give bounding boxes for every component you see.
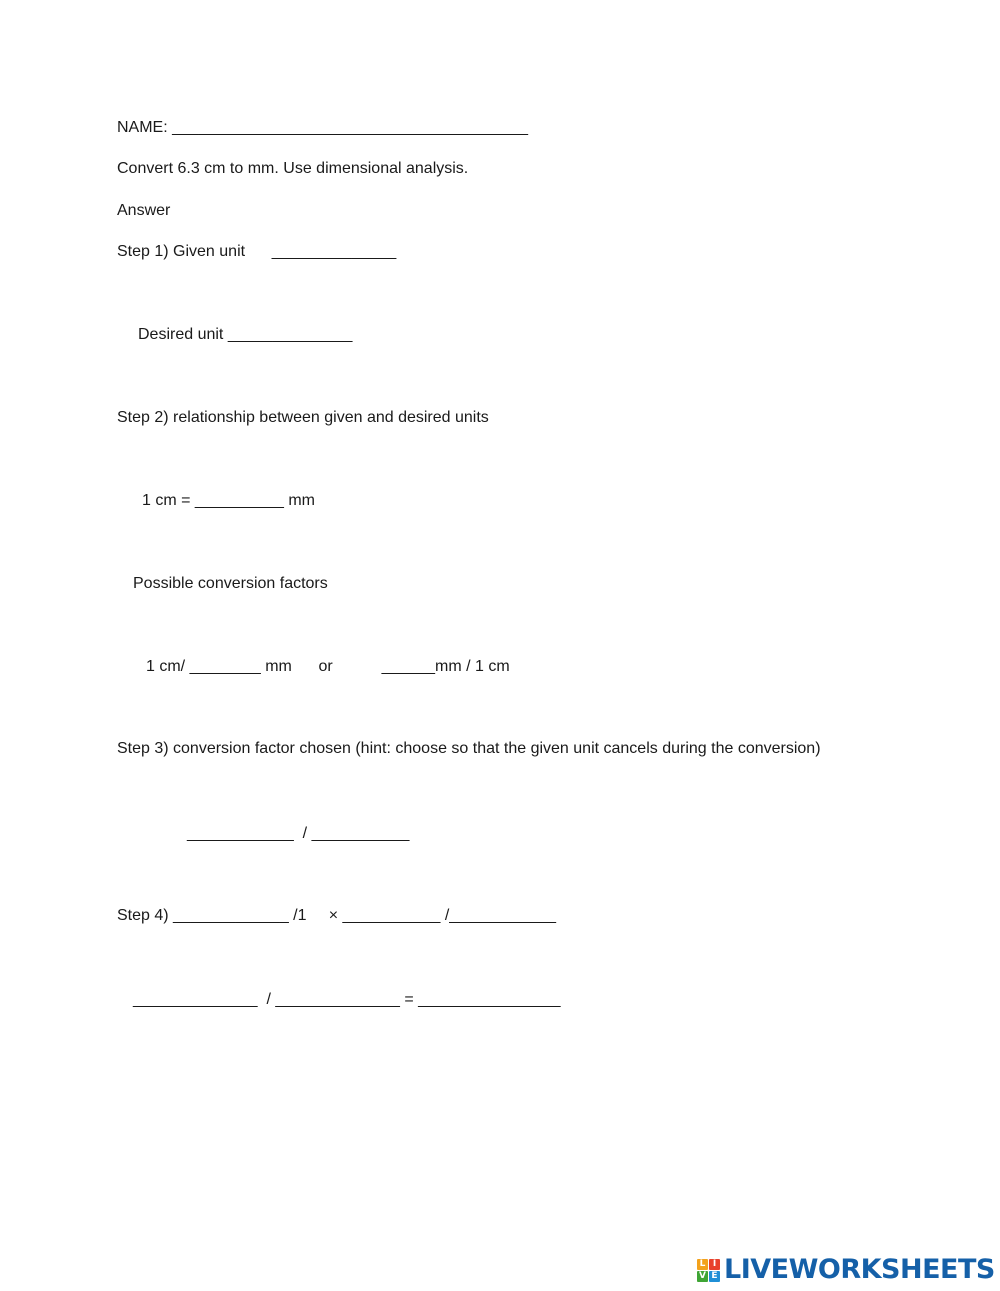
conversion-factors-line[interactable]: 1 cm/ ________ mm or ______mm / 1 cm (146, 658, 510, 675)
logo-wordmark: LIVEWORKSHEETS (724, 1254, 995, 1285)
step2-title: Step 2) relationship between given and desired units (117, 409, 489, 426)
logo-letter-v: V (697, 1271, 708, 1282)
problem-prompt: Convert 6.3 cm to mm. Use dimensional analysis. (117, 160, 469, 177)
logo-icon (697, 1259, 720, 1282)
final-answer-line[interactable]: ______________ / ______________ = ________________ (133, 991, 561, 1008)
liveworksheets-logo (697, 1256, 995, 1284)
step3-factor-blank[interactable]: ____________ / ___________ (187, 825, 410, 842)
step2-relation[interactable]: 1 cm = __________ mm (142, 492, 315, 509)
possible-factors-label: Possible conversion factors (133, 575, 328, 592)
logo-letter-l: L (697, 1259, 708, 1270)
step3-title: Step 3) conversion factor chosen (hint: choose so that the given unit cancels during the conversion) (117, 740, 821, 757)
logo-letter-i: I (709, 1259, 720, 1270)
step1-desired-unit[interactable]: Desired unit ______________ (138, 326, 353, 343)
step1-given-unit[interactable]: Step 1) Given unit ______________ (117, 243, 397, 260)
step4-line[interactable]: Step 4) _____________ /1 × ___________ /____________ (117, 907, 557, 924)
name-field-line[interactable]: NAME: ________________________________________ (117, 119, 529, 136)
logo-letter-e: E (709, 1271, 720, 1282)
answer-label: Answer (117, 202, 171, 219)
